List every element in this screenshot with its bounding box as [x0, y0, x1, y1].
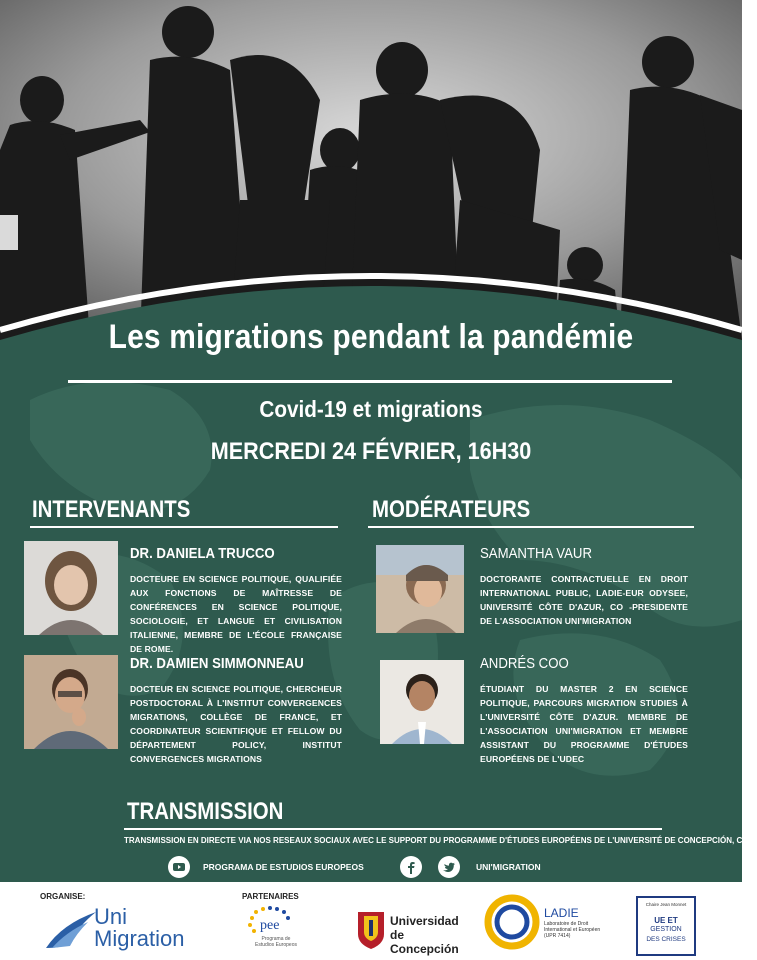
chaire-line-3: GESTION	[650, 926, 682, 933]
youtube-icon[interactable]	[168, 856, 190, 878]
moderators-heading-underline	[368, 526, 694, 528]
chaire-line-4: DES CRISES	[646, 936, 686, 943]
youtube-channel-label[interactable]: PROGRAMA DE ESTUDIOS EUROPEOS	[203, 862, 364, 872]
transmission-text: TRANSMISSION EN DIRECTE VIA NOS RESEAUX SOCIAUX AVEC LE SUPPORT DU PROGRAMME D'ÉTUDES EUROPÉENS DE L'UNIVERSITÉ DE CONCEPCIÓN, CHILI	[124, 836, 757, 845]
title-divider	[68, 380, 672, 383]
moderator-bio-1: DOCTORANTE CONTRACTUELLE EN DROIT INTERNATIONAL PUBLIC, LADIE-EUR ODYSEE, UNIVERSITÉ CÔTE D'AZUR, CO -PRESIDENTE DE L'ASSOCIATION UNI'MIGRATION	[480, 574, 688, 626]
transmission-heading: TRANSMISSION	[127, 798, 284, 825]
moderator-name-2: ANDRÉS COO	[480, 655, 569, 672]
moderator-bio-2: ÉTUDIANT DU MASTER 2 EN SCIENCE POLITIQUE, PARCOURS MIGRATION STUDIES À L'UNIVERSITÉ CÔTE D'AZUR. MEMBRE DE L'ASSOCIATION UNI'MIGRATION ET MEMBRE ASSISTANT DU PROGRAMME D'ÉTUDES EUROPÉENS DE L'UDEC	[480, 684, 688, 764]
event-subtitle: Covid-19 et migrations	[259, 396, 483, 422]
udec-logo	[356, 910, 466, 954]
udec-shield-icon	[356, 910, 386, 950]
speaker-photo-daniela-trucco	[24, 541, 118, 635]
moderator-name-1: SAMANTHA VAUR	[480, 545, 592, 562]
unimigration-word-migration: Migration	[94, 926, 185, 951]
unimigration-logo	[42, 904, 202, 954]
event-date: MERCREDI 24 FÉVRIER, 16H30	[210, 438, 532, 465]
transmission-underline	[124, 828, 662, 830]
speaker-name-2: DR. DAMIEN SIMMONNEAU	[130, 655, 304, 672]
facebook-icon[interactable]	[400, 856, 422, 878]
ladie-title: LADIE	[544, 906, 579, 920]
speaker-bio-2: DOCTEUR EN SCIENCE POLITIQUE, CHERCHEUR POSTDOCTORAL À L'INSTITUT CONVERGENCES MIGRATIONS, COLLÈGE DE FRANCE, ET COORDINATEUR SCIENTIFIQUE ET FELLOW DU DÉPARTEMENT POLICY, INSTITUT CONVERGENCES MIGRATIONS	[130, 684, 342, 764]
ladie-logo	[484, 894, 610, 954]
chaire-jean-monnet-logo	[636, 896, 696, 956]
speaker-photo-damien-simmonneau	[24, 655, 118, 749]
event-title: Les migrations pendant la pandémie	[108, 318, 634, 356]
pee-logo-subtitle: Programa de Estudios Europeos	[255, 936, 297, 948]
footer-logos	[0, 882, 742, 960]
partenaires-label: PARTENAIRES	[242, 892, 299, 901]
speaker-bio-1: DOCTEURE EN SCIENCE POLITIQUE, QUALIFIÉE AUX FONCTIONS DE MAÎTRESSE DE CONFÉRENCES EN SCIENCE POLITIQUE, SOCIOLOGIE, ET LANGUE ET CIVILISATION ITALIENNE, MEMBRE DE L'ÉCOLE FRANÇAISE DE ROME.	[130, 574, 342, 654]
udec-word-1: Universidad	[390, 914, 459, 928]
chaire-line-2: UE ET	[654, 916, 678, 925]
social-account-label[interactable]: UNI'MIGRATION	[476, 862, 541, 872]
twitter-icon[interactable]	[438, 856, 460, 878]
ladie-subtitle: Laboratoire de Droit International et Européen (UPR 7414)	[544, 921, 601, 939]
moderators-heading: MODÉRATEURS	[372, 496, 531, 523]
unimigration-wing-icon	[42, 904, 98, 954]
udec-word-2: de Concepción	[390, 928, 459, 956]
speakers-heading: INTERVENANTS	[32, 496, 191, 523]
speaker-name-1: DR. DANIELA TRUCCO	[130, 545, 275, 562]
organise-label: ORGANISE:	[40, 892, 86, 901]
chaire-line-1: Chaire Jean Monnet	[645, 902, 687, 907]
moderator-photo-samantha-vaur	[376, 545, 464, 633]
pee-logo-word: pee	[260, 918, 280, 933]
pee-logo	[242, 904, 298, 956]
moderator-photo-andres-coo	[380, 660, 464, 744]
speakers-heading-underline	[30, 526, 338, 528]
unimigration-word-uni: Uni	[94, 904, 128, 929]
ladie-ring-icon	[484, 894, 540, 950]
